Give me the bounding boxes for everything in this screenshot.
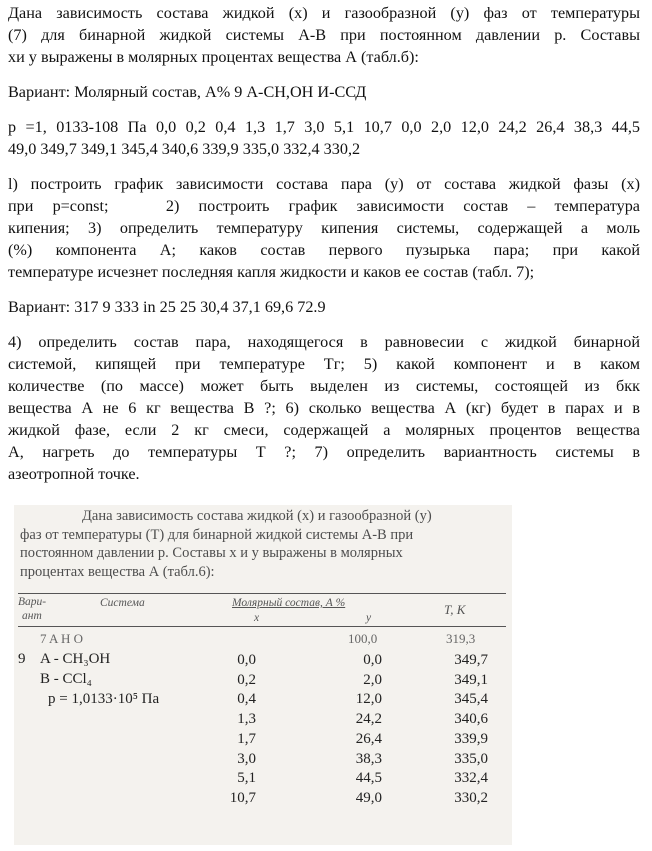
t-value: 340,6 bbox=[454, 711, 488, 728]
header-y: y bbox=[366, 612, 372, 624]
system-component-a: A - CH₃OH bbox=[40, 651, 111, 667]
cropped-y: 100,0 bbox=[348, 631, 378, 646]
variant-line bbox=[8, 81, 640, 103]
y-value: 2,0 bbox=[363, 671, 382, 688]
variant-line-2 bbox=[8, 296, 640, 318]
text-line: l) построить график зависимости состава пара (у) от состава жидкой фазы (х) bbox=[8, 175, 640, 193]
text-line: Вариант: Молярный состав, А% 9 А-СН,ОН И-ССД bbox=[8, 83, 367, 101]
text-line: вещества А не 6 кг вещества В ?; 6) сколько вещества А (кг) будет в парах и в bbox=[8, 399, 640, 417]
text-line: системой, кипящей при температуре Тг; 5) какой компонент и в каком bbox=[8, 355, 640, 373]
t-value: 339,9 bbox=[454, 730, 488, 747]
text-line: количестве (по массе) может быть выделен из системы, состоящей из бкк bbox=[8, 377, 640, 395]
text-line: азеотропной точке. bbox=[8, 465, 140, 483]
system-pressure: p = 1,0133·10⁵ Па bbox=[48, 691, 160, 707]
header-composition: Молярный состав, А % bbox=[232, 597, 346, 609]
problem-text bbox=[8, 0, 640, 485]
t-value: 335,0 bbox=[454, 750, 488, 767]
intro-paragraph bbox=[8, 2, 640, 68]
x-value: 10,7 bbox=[229, 789, 256, 806]
scan-title-line: фаз от температуры (Т) для бинарной жидкой системы А-В при bbox=[20, 526, 414, 543]
scan-title-line: Дана зависимость состава жидкой (x) и газообразной (y) bbox=[82, 508, 432, 524]
y-column bbox=[330, 651, 382, 809]
t-value: 345,4 bbox=[454, 691, 488, 708]
y-value: 12,0 bbox=[355, 691, 382, 708]
t-value: 332,4 bbox=[454, 770, 488, 787]
y-value: 24,2 bbox=[355, 711, 382, 728]
scan-title-line: постоянном давлении р. Составы x и у выражены в молярных bbox=[20, 545, 403, 561]
temperature-column bbox=[426, 651, 488, 809]
text-line: Дана зависимость состава жидкой (x) и газообразной (y) фаз от температуры bbox=[8, 4, 640, 22]
text-line: 49,0 349,7 349,1 345,4 340,6 339,9 335,0 332,4 330,2 bbox=[8, 140, 361, 158]
data-paragraph bbox=[8, 116, 640, 160]
variant-number: 9 bbox=[18, 651, 26, 667]
x-value: 0,2 bbox=[237, 671, 256, 688]
t-value: 349,1 bbox=[454, 671, 488, 688]
text-line: (%) компонента А; каков состав первого пузырька пара; при какой bbox=[8, 241, 640, 259]
header-variant-2: ант bbox=[22, 610, 42, 622]
scan-title-line: процентах вещества А (табл.6): bbox=[20, 563, 215, 580]
x-value: 5,1 bbox=[237, 770, 256, 787]
table-header-rule bbox=[18, 626, 506, 627]
y-value: 49,0 bbox=[355, 789, 382, 806]
y-value: 26,4 bbox=[355, 730, 382, 747]
header-system: Система bbox=[100, 597, 145, 609]
cropped-t: 319,3 bbox=[446, 631, 476, 646]
text-line: жидкой фазе, если 2 кг смеси, содержащей а молярных процентов вещества bbox=[8, 421, 640, 439]
text-line: при р=const; 2) построить график зависимости состав – температура bbox=[8, 197, 640, 215]
scan-title bbox=[20, 507, 508, 581]
tasks-paragraph bbox=[8, 173, 640, 283]
system-component-b: B - CCl₄ bbox=[40, 671, 92, 687]
text-line: кипения; 3) определить температуру кипения системы, содержащей а моль bbox=[8, 219, 640, 237]
text-line: А, нагреть до температуры Т ?; 7) определить вариантность системы в bbox=[8, 443, 640, 461]
text-line: хи у выражены в молярных процентах вещества А (табл.б): bbox=[8, 48, 419, 66]
tasks-paragraph-2 bbox=[8, 331, 640, 485]
header-temperature: T, K bbox=[444, 602, 466, 617]
t-value: 330,2 bbox=[454, 789, 488, 806]
text-line: Вариант: 317 9 333 in 25 25 30,4 37,1 69,6 72.9 bbox=[8, 298, 326, 316]
header-x: x bbox=[254, 612, 260, 624]
cropped-row: 7 A H O bbox=[40, 631, 83, 646]
x-value: 1,3 bbox=[237, 711, 256, 728]
text-line: р =1, 0133-108 Па 0,0 0,2 0,4 1,3 1,7 3,0 5,1 10,7 0,0 2,0 12,0 24,2 26,4 38,3 44,5 bbox=[8, 118, 640, 136]
y-value: 38,3 bbox=[355, 750, 382, 767]
x-value: 0,4 bbox=[237, 691, 256, 708]
text-line: 4) определить состав пара, находящегося в равновесии с жидкой бинарной bbox=[8, 333, 640, 351]
text-line: (7) для бинарной жидкой системы А-В при постоянном давлении р. Составы bbox=[8, 26, 640, 44]
t-value: 349,7 bbox=[454, 652, 488, 668]
y-value: 44,5 bbox=[355, 770, 382, 787]
x-value: 0,0 bbox=[237, 652, 256, 668]
y-value: 0,0 bbox=[363, 652, 382, 668]
x-value: 1,7 bbox=[237, 730, 256, 747]
scanned-table-image bbox=[14, 505, 512, 845]
header-variant: Вари- bbox=[18, 596, 47, 608]
table-top-rule bbox=[18, 593, 506, 594]
x-column bbox=[212, 651, 256, 809]
text-line: температуре исчезнет последняя капля жидкости и каков ее состав (табл. 7); bbox=[8, 263, 535, 281]
x-value: 3,0 bbox=[237, 750, 256, 767]
